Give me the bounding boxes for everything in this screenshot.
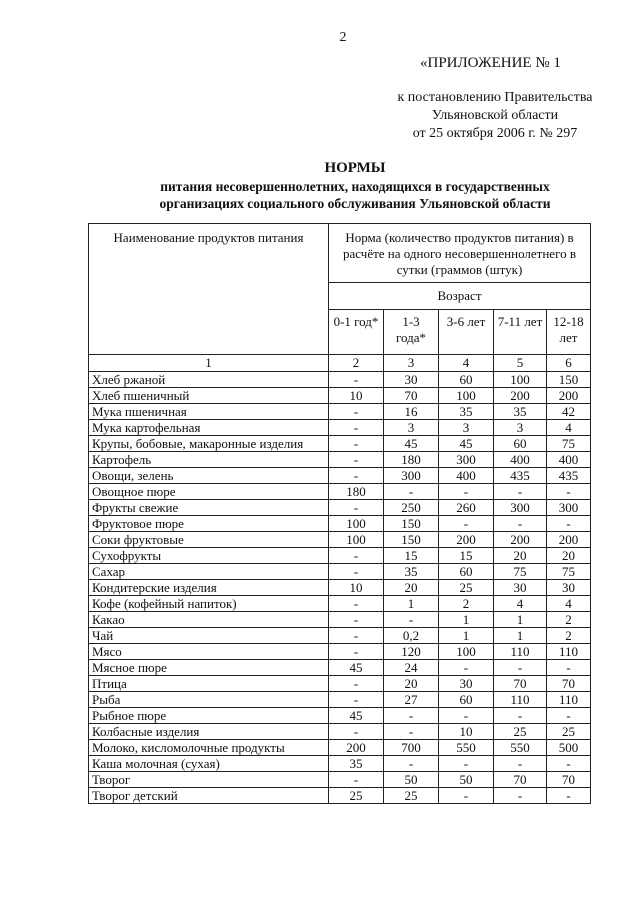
norm-value: - — [547, 756, 591, 772]
norm-value: - — [329, 468, 384, 484]
product-name: Крупы, бобовые, макаронные изделия — [89, 436, 329, 452]
table-row — [89, 756, 591, 772]
norm-value: 25 — [494, 724, 547, 740]
product-name: Рыбное пюре — [89, 708, 329, 724]
product-name: Мука пшеничная — [89, 404, 329, 420]
table-row — [89, 468, 591, 484]
norm-value: - — [439, 484, 494, 500]
heading-subtitle-line-1: питания несовершеннолетних, находящихся в государственных — [160, 179, 550, 194]
norm-value: - — [329, 676, 384, 692]
norm-value: 15 — [439, 548, 494, 564]
norm-value: 150 — [384, 532, 439, 548]
table-body — [89, 355, 591, 804]
norm-value: 435 — [547, 468, 591, 484]
product-name: Фрукты свежие — [89, 500, 329, 516]
norm-value: 3 — [494, 420, 547, 436]
norm-value: 25 — [329, 788, 384, 804]
column-number: 6 — [547, 355, 591, 372]
norm-value: - — [329, 724, 384, 740]
product-name: Мясо — [89, 644, 329, 660]
norm-value: 30 — [494, 580, 547, 596]
table-row — [89, 404, 591, 420]
norm-value: 1 — [494, 612, 547, 628]
norm-value: 45 — [329, 708, 384, 724]
norm-value: - — [384, 724, 439, 740]
norm-value: 550 — [439, 740, 494, 756]
norm-value: 200 — [547, 388, 591, 404]
norm-value: 1 — [494, 628, 547, 644]
norm-value: 70 — [494, 772, 547, 788]
column-number: 2 — [329, 355, 384, 372]
table-row — [89, 388, 591, 404]
product-name: Кондитерские изделия — [89, 580, 329, 596]
norm-value: 110 — [494, 644, 547, 660]
table-row — [89, 580, 591, 596]
product-name: Творог — [89, 772, 329, 788]
table-row — [89, 708, 591, 724]
norm-value: 16 — [384, 404, 439, 420]
norm-value: - — [494, 516, 547, 532]
norm-value: 400 — [494, 452, 547, 468]
norm-value: 180 — [384, 452, 439, 468]
norm-value: 35 — [494, 404, 547, 420]
norm-value: - — [547, 788, 591, 804]
norm-value: 20 — [384, 676, 439, 692]
age-group-header: 3-6 лет — [439, 310, 494, 355]
decree-line-1: к постановлению Правительства — [397, 90, 593, 105]
norm-value: 3 — [384, 420, 439, 436]
norm-value: - — [384, 708, 439, 724]
age-group-header: 12-18 лет — [547, 310, 591, 355]
product-name: Овощи, зелень — [89, 468, 329, 484]
age-group-header: 1-3 года* — [384, 310, 439, 355]
norm-value: 30 — [547, 580, 591, 596]
column-header-product: Наименование продуктов питания — [89, 224, 329, 355]
norm-value: - — [439, 516, 494, 532]
table-row — [89, 516, 591, 532]
document-heading — [70, 158, 640, 212]
product-name: Какао — [89, 612, 329, 628]
norm-value: - — [547, 708, 591, 724]
norm-value: - — [329, 436, 384, 452]
table-row — [89, 436, 591, 452]
norm-value: - — [439, 756, 494, 772]
table-row — [89, 372, 591, 388]
age-header: Возраст — [329, 283, 591, 310]
norm-value: - — [439, 788, 494, 804]
norm-value: - — [494, 484, 547, 500]
norm-value: - — [329, 404, 384, 420]
norm-value: 100 — [439, 388, 494, 404]
column-header-norm: Норма (количество продуктов питания) в расчёте на одного несовершеннолетнего в сутки (граммов (штук) — [329, 224, 591, 283]
table-row — [89, 660, 591, 676]
table-row — [89, 612, 591, 628]
norm-value: 2 — [547, 628, 591, 644]
norm-value: 45 — [439, 436, 494, 452]
norm-value: 400 — [439, 468, 494, 484]
table-row — [89, 484, 591, 500]
norm-value: 27 — [384, 692, 439, 708]
norm-value: 50 — [439, 772, 494, 788]
column-number: 3 — [384, 355, 439, 372]
norm-value: 30 — [439, 676, 494, 692]
norm-value: - — [384, 484, 439, 500]
product-name: Рыба — [89, 692, 329, 708]
norm-value: 75 — [494, 564, 547, 580]
norm-value: 24 — [384, 660, 439, 676]
norm-value: 70 — [384, 388, 439, 404]
norm-value: - — [547, 516, 591, 532]
norm-value: 35 — [329, 756, 384, 772]
norm-value: 1 — [439, 628, 494, 644]
norm-value: 75 — [547, 564, 591, 580]
table-row — [89, 564, 591, 580]
norm-value: 15 — [384, 548, 439, 564]
norm-value: - — [329, 772, 384, 788]
norm-value: 70 — [494, 676, 547, 692]
page-number: 2 — [339, 30, 347, 45]
product-name: Фруктовое пюре — [89, 516, 329, 532]
norm-value: 200 — [439, 532, 494, 548]
norm-value: - — [547, 660, 591, 676]
norm-value: 75 — [547, 436, 591, 452]
norm-value: - — [329, 644, 384, 660]
norm-value: 180 — [329, 484, 384, 500]
norm-value: 150 — [384, 516, 439, 532]
norm-value: 2 — [547, 612, 591, 628]
norm-value: 45 — [384, 436, 439, 452]
norm-value: 100 — [329, 516, 384, 532]
product-name: Сахар — [89, 564, 329, 580]
norm-value: 100 — [329, 532, 384, 548]
product-name: Мука картофельная — [89, 420, 329, 436]
norm-value: 60 — [439, 372, 494, 388]
decree-line-3: от 25 октября 2006 г. № 297 — [412, 126, 578, 141]
norm-value: 700 — [384, 740, 439, 756]
table-row — [89, 596, 591, 612]
norm-value: 60 — [494, 436, 547, 452]
product-name: Сухофрукты — [89, 548, 329, 564]
norm-value: 20 — [384, 580, 439, 596]
heading-title: НОРМЫ — [324, 160, 386, 176]
norm-value: 2 — [439, 596, 494, 612]
norm-value: 70 — [547, 772, 591, 788]
product-name: Хлеб пшеничный — [89, 388, 329, 404]
column-number: 4 — [439, 355, 494, 372]
norm-value: - — [329, 596, 384, 612]
norm-value: 200 — [329, 740, 384, 756]
age-group-header: 7-11 лет — [494, 310, 547, 355]
norm-value: - — [329, 628, 384, 644]
table-row — [89, 724, 591, 740]
column-number-row — [89, 355, 591, 372]
norm-value: 150 — [547, 372, 591, 388]
decree-reference — [380, 89, 610, 143]
norm-value: 200 — [494, 532, 547, 548]
product-name: Картофель — [89, 452, 329, 468]
norm-value: 25 — [384, 788, 439, 804]
norm-value: 110 — [547, 644, 591, 660]
table-row — [89, 420, 591, 436]
norm-value: 400 — [547, 452, 591, 468]
product-name: Хлеб ржаной — [89, 372, 329, 388]
norm-value: 60 — [439, 692, 494, 708]
norm-value: 300 — [494, 500, 547, 516]
product-name: Кофе (кофейный напиток) — [89, 596, 329, 612]
norm-value: 300 — [439, 452, 494, 468]
norm-value: 260 — [439, 500, 494, 516]
norm-value: - — [494, 756, 547, 772]
norm-value: 42 — [547, 404, 591, 420]
norm-value: - — [329, 500, 384, 516]
heading-subtitle-line-2: организациях социального обслуживания Ульяновской области — [159, 196, 551, 211]
product-name: Колбасные изделия — [89, 724, 329, 740]
norm-value: 4 — [494, 596, 547, 612]
norm-value: - — [329, 548, 384, 564]
norm-value: 25 — [547, 724, 591, 740]
table-row — [89, 772, 591, 788]
norm-value: 20 — [547, 548, 591, 564]
norms-table — [88, 223, 591, 804]
norm-value: - — [329, 420, 384, 436]
norm-value: 45 — [329, 660, 384, 676]
product-name: Творог детский — [89, 788, 329, 804]
norm-value: 100 — [439, 644, 494, 660]
norm-value: 3 — [439, 420, 494, 436]
decree-line-2: Ульяновской области — [431, 108, 559, 123]
table-row — [89, 548, 591, 564]
product-name: Птица — [89, 676, 329, 692]
norm-value: - — [547, 484, 591, 500]
norm-value: 35 — [384, 564, 439, 580]
norm-value: 4 — [547, 596, 591, 612]
product-name: Чай — [89, 628, 329, 644]
norm-value: 550 — [494, 740, 547, 756]
norm-value: - — [329, 452, 384, 468]
norm-value: - — [384, 612, 439, 628]
norm-value: 60 — [439, 564, 494, 580]
norm-value: 110 — [494, 692, 547, 708]
norm-value: 30 — [384, 372, 439, 388]
norm-value: 250 — [384, 500, 439, 516]
norm-value: 70 — [547, 676, 591, 692]
norm-value: - — [439, 708, 494, 724]
norm-value: 1 — [439, 612, 494, 628]
table-row — [89, 628, 591, 644]
product-name: Соки фруктовые — [89, 532, 329, 548]
norm-value: 110 — [547, 692, 591, 708]
norm-value: - — [329, 612, 384, 628]
product-name: Мясное пюре — [89, 660, 329, 676]
norm-value: 200 — [494, 388, 547, 404]
norm-value: 500 — [547, 740, 591, 756]
norm-value: 20 — [494, 548, 547, 564]
norm-value: - — [329, 564, 384, 580]
appendix-title: «ПРИЛОЖЕНИЕ № 1 — [420, 55, 561, 71]
norm-value: - — [329, 692, 384, 708]
table-row — [89, 788, 591, 804]
norm-value: - — [384, 756, 439, 772]
table-row — [89, 692, 591, 708]
norm-value: 25 — [439, 580, 494, 596]
norm-value: 10 — [439, 724, 494, 740]
product-name: Каша молочная (сухая) — [89, 756, 329, 772]
norm-value: 10 — [329, 580, 384, 596]
table-row — [89, 740, 591, 756]
norm-value: 200 — [547, 532, 591, 548]
norm-value: 300 — [547, 500, 591, 516]
product-name: Молоко, кисломолочные продукты — [89, 740, 329, 756]
table-row — [89, 452, 591, 468]
norm-value: 300 — [384, 468, 439, 484]
column-number: 5 — [494, 355, 547, 372]
norm-value: - — [329, 372, 384, 388]
table-row — [89, 644, 591, 660]
norm-value: - — [494, 660, 547, 676]
norm-value: - — [494, 708, 547, 724]
norm-value: 35 — [439, 404, 494, 420]
table-row — [89, 676, 591, 692]
norm-value: 50 — [384, 772, 439, 788]
age-group-header: 0-1 год* — [329, 310, 384, 355]
norm-value: 10 — [329, 388, 384, 404]
product-name: Овощное пюре — [89, 484, 329, 500]
norm-value: 1 — [384, 596, 439, 612]
norm-value: 0,2 — [384, 628, 439, 644]
table-row — [89, 500, 591, 516]
norm-value: - — [439, 660, 494, 676]
norm-value: 120 — [384, 644, 439, 660]
table-row — [89, 532, 591, 548]
norm-value: 4 — [547, 420, 591, 436]
norm-value: 435 — [494, 468, 547, 484]
column-number: 1 — [89, 355, 329, 372]
norm-value: 100 — [494, 372, 547, 388]
norm-value: - — [494, 788, 547, 804]
